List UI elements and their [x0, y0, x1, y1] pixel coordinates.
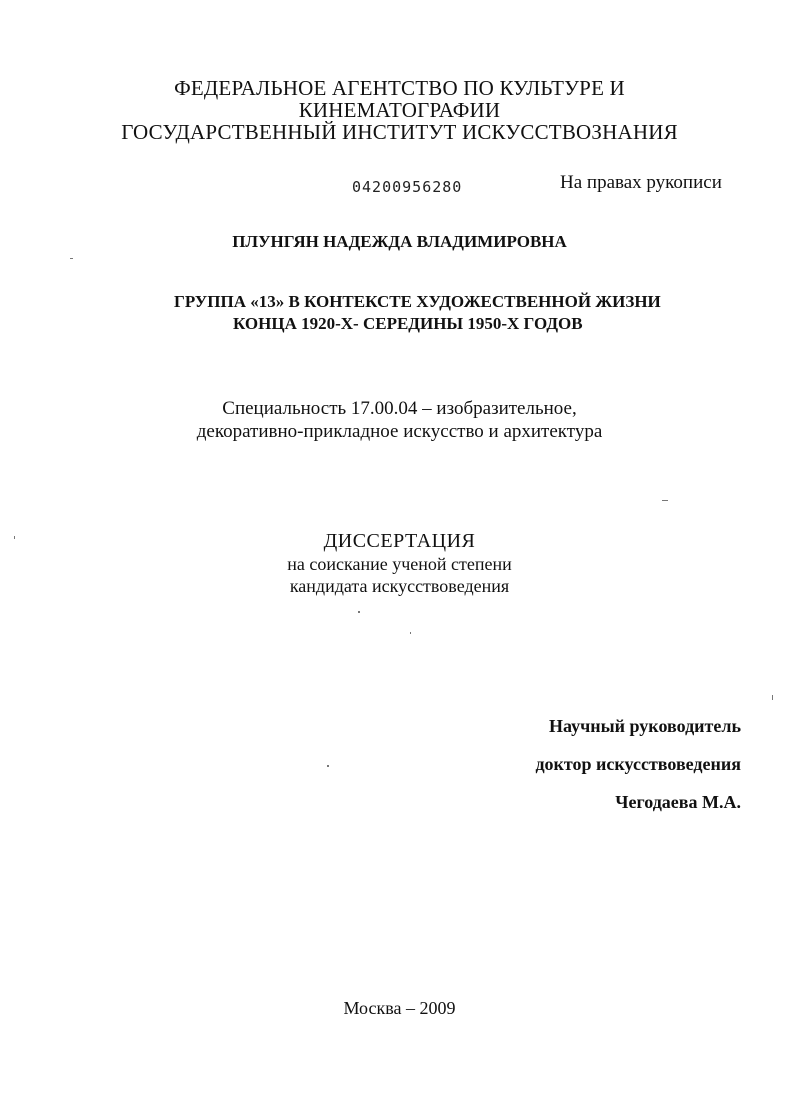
advisor-role: Научный руководитель — [549, 716, 741, 736]
dissertation-heading: ДИССЕРТАЦИЯ — [323, 530, 476, 552]
city-year: Москва – 2009 — [343, 998, 456, 1018]
scan-speck — [14, 536, 15, 539]
speciality-line-1: Специальность 17.00.04 – изобразительное, — [222, 398, 577, 419]
header-agency-line-1: ФЕДЕРАЛЬНОЕ АГЕНТСТВО ПО КУЛЬТУРЕ И — [174, 76, 625, 100]
header-institute: ГОСУДАРСТВЕННЫЙ ИНСТИТУТ ИСКУССТВОЗНАНИЯ — [121, 120, 678, 144]
speciality-line-2: декоративно-прикладное искусство и архитектура — [196, 421, 603, 442]
author-name: ПЛУНГЯН НАДЕЖДА ВЛАДИМИРОВНА — [232, 232, 567, 251]
manuscript-note: На правах рукописи — [560, 172, 722, 193]
header-agency-line-2: КИНЕМАТОГРАФИИ — [298, 98, 501, 122]
dissertation-title-line-1: ГРУППА «13» В КОНТЕКСТЕ ХУДОЖЕСТВЕННОЙ ЖИЗНИ — [174, 292, 661, 311]
scan-speck — [70, 258, 73, 259]
scan-speck — [662, 500, 668, 501]
document-number: 04200956280 — [352, 178, 463, 196]
scan-speck — [358, 611, 360, 613]
advisor-name: Чегодаева М.А. — [615, 792, 741, 812]
dissertation-degree-line-2: кандидата искусствоведения — [289, 576, 510, 596]
scan-speck — [410, 632, 411, 634]
dissertation-degree-line-1: на соискание ученой степени — [287, 554, 512, 574]
advisor-degree: доктор искусствоведения — [535, 754, 741, 774]
scan-speck — [327, 765, 329, 767]
scan-speck — [772, 695, 773, 700]
dissertation-title-line-2: КОНЦА 1920-Х- СЕРЕДИНЫ 1950-Х ГОДОВ — [233, 314, 583, 333]
